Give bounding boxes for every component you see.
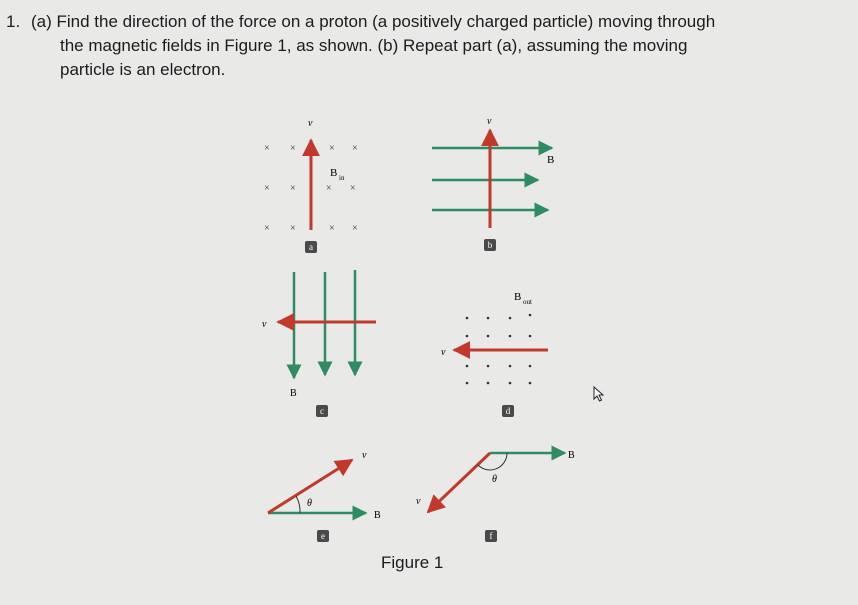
angle-arc <box>296 496 300 513</box>
field-label: B <box>547 154 555 166</box>
panel-a <box>264 118 358 253</box>
panel-c <box>262 270 376 417</box>
velocity-label: v <box>416 496 421 507</box>
panel-e <box>268 450 381 542</box>
cross-mark: × <box>352 143 358 154</box>
velocity-label: v <box>487 116 492 127</box>
cross-mark: × <box>264 223 270 234</box>
problem-number: 1. <box>6 12 21 31</box>
cross-mark: × <box>329 143 335 154</box>
velocity-label: v <box>441 347 446 358</box>
field-subscript: out <box>523 298 532 306</box>
problem-line-3: particle is an electron. <box>60 60 226 79</box>
panel-f <box>416 450 575 542</box>
cross-mark: × <box>350 183 356 194</box>
cross-mark: × <box>352 223 358 234</box>
panel-badge-label: d <box>505 406 511 416</box>
cross-mark: × <box>329 223 335 234</box>
panel-d <box>441 291 548 417</box>
panel-b <box>432 116 554 251</box>
panel-badge-label: e <box>321 531 325 541</box>
field-label: B <box>514 291 522 303</box>
mouse-cursor-icon <box>593 386 605 402</box>
cross-mark: × <box>326 183 332 194</box>
cross-mark: × <box>290 223 296 234</box>
problem-line-2: the magnetic fields in Figure 1, as shown. (b) Repeat part (a), assuming the moving <box>60 36 688 55</box>
field-label: B <box>290 388 297 399</box>
cross-mark: × <box>290 183 296 194</box>
cross-mark: × <box>264 143 270 154</box>
panel-badge-label: b <box>487 240 493 250</box>
field-subscript: in <box>339 174 345 182</box>
panel-badge-label: f <box>489 531 493 541</box>
field-label: B <box>374 510 381 521</box>
velocity-label: v <box>308 118 313 129</box>
velocity-label: v <box>362 450 367 461</box>
field-label: B <box>568 450 575 461</box>
panel-badge-label: a <box>309 242 313 252</box>
field-label: B <box>330 167 338 179</box>
angle-label: θ <box>307 498 312 509</box>
cross-mark: × <box>264 183 270 194</box>
problem-line-1: (a) Find the direction of the force on a proton (a positively charged particle) moving through <box>31 12 716 31</box>
angle-label: θ <box>492 474 497 485</box>
velocity-arrow <box>428 453 490 512</box>
velocity-label: v <box>262 319 267 330</box>
panel-badge-label: c <box>320 406 324 416</box>
figure-caption: Figure 1 <box>381 553 444 572</box>
cross-mark: × <box>290 143 296 154</box>
